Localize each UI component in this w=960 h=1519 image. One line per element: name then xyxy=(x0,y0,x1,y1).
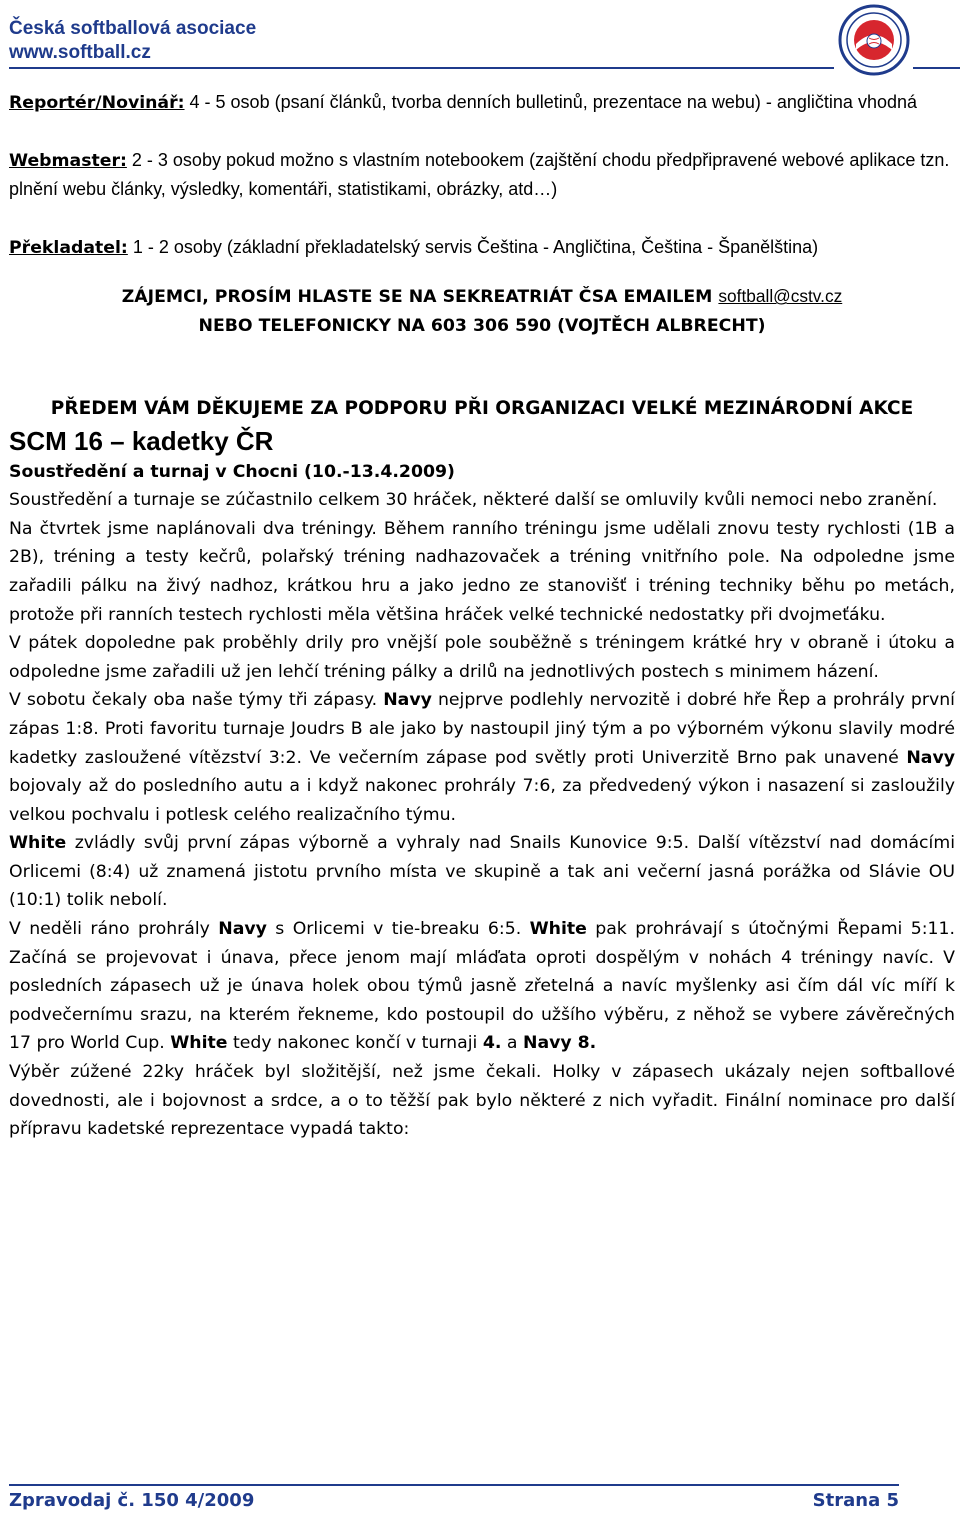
softball-association-logo-icon xyxy=(838,4,910,76)
section-title: SCM 16 – kadetky ČR xyxy=(9,425,274,456)
org-url[interactable]: www.softball.cz xyxy=(9,42,151,63)
article-paragraph: Výběr zúžené 22ky hráček byl složitější, než jsme čekali. Holky v zápasech ukázaly nejen softballové dovednosti, ale i bojovnost a srdce, a o to těžší pak bylo některé z nich vyřadit. Finální nominace pro další přípravu kadetské reprezentace vypadá takto: xyxy=(9,1062,955,1140)
article-paragraph: V sobotu čekaly oba naše týmy tři zápasy. Navy nejprve podlehly nervozitě i dobré hře Řep a prohrály první zápas 1:8. Proti favoritu turnaje Joudrs B ale jako by nastoupil jiný tým a po výborném výkonu slavily modré kadetky zasloužené vítězství 3:2. Ve večerním zápase pod světly proti Univerzitě Brno pak unavené Navy bojovaly až do posledního autu a i když nakonec prohrály 7:6, za předvedený výkon i nasazení si zasloužily velkou pochvalu i potlesk celého realizačního týmu. xyxy=(9,690,955,825)
article-paragraph: Na čtvrtek jsme naplánovali dva tréningy. Během ranního tréningu jsme udělali znovu testy rychlosti (1B a 2B), tréning a testy kečrů, polařský tréning nadhazovaček a tréning vnitřního pole. Na odpoledne jsme zařadili pálku na živý nadhoz, krátkou hru a jako jedno ze stanovišť i tréning techniky běhu po metách, protože při ranních testech rychlosti měla většina hráček velké technické nedostatky při dvojmeťáku. xyxy=(9,518,955,625)
role-text-webmaster: 2 - 3 osoby pokud možno s vlastním notebookem (zajštění chodu předpřipravené webové aplikace tzn. plnění webu články, výsledky, komentáři, statistikami, obrázky, atd…) xyxy=(9,149,950,200)
cta-line-2: NEBO TELEFONICKY NA 603 306 590 (VOJTĚCH ALBRECHT) xyxy=(198,315,766,336)
header-divider xyxy=(9,67,834,69)
role-label-reporter: Reportér/Novinář: xyxy=(9,93,185,113)
footer-divider xyxy=(9,1484,899,1486)
team-white: White xyxy=(529,919,587,940)
article-subtitle: Soustředění a turnaj v Chocni (10.-13.4.2009) xyxy=(9,461,455,482)
role-text-translator: 1 - 2 osoby (základní překladatelský servis Čeština - Angličtina, Čeština - Španělština) xyxy=(127,236,819,257)
team-white: White xyxy=(9,833,67,854)
team-navy: Navy xyxy=(383,690,432,711)
role-label-translator: Překladatel: xyxy=(9,237,128,258)
newsletter-issue: Zpravodaj č. 150 4/2009 xyxy=(9,1490,255,1511)
article-paragraph: Soustředění a turnaje se zúčastnilo celkem 30 hráček, některé další se omluvily kvůli nemoci nebo zranění. xyxy=(9,490,938,511)
role-text-reporter: 4 - 5 osob (psaní článků, tvorba denních bulletinů, prezentace na webu) - angličtina vhodná xyxy=(184,92,917,112)
page-number: Strana 5 xyxy=(812,1490,899,1511)
role-label-webmaster: Webmaster: xyxy=(9,150,127,171)
placement-white: 4. xyxy=(482,1033,502,1054)
role-translator xyxy=(9,233,955,263)
header-divider-right xyxy=(913,67,960,69)
article-paragraph: White zvládly svůj první zápas výborně a vyhraly nad Snails Kunovice 9:5. Další vítězství nad domácími Orlicemi (8:4) už znamená jistotu prvního místa ve skupině a tak ani večerní jasná porážka od Slávie OU (10:1) tolik nebolí. xyxy=(9,833,955,911)
article-paragraph: V neděli ráno prohrály Navy s Orlicemi v tie-breaku 6:5. White pak prohrávají s útočnými Řepami 5:11. Začíná se projevovat i únava, přece jenom mají mláďata oproti dospělým v nohách 4 tréningy navíc. V posledních zápasech už je únava holek obou týmů jasně zřetelná a navíc myšlenky asi čím dál víc míří k podvečernímu srazu, na kterém řekneme, kdo postoupil do užšího výběru, z něhož se vybere závěrečných 17 pro World Cup. White tedy nakonec končí v turnaji 4. a Navy 8. xyxy=(9,919,955,1054)
org-name: Česká softballová asociace xyxy=(9,18,257,39)
team-navy: Navy xyxy=(218,919,267,940)
cta-line-1: ZÁJEMCI, PROSÍM HLASTE SE NA SEKREATRIÁT ČSA EMAILEM xyxy=(121,287,719,308)
role-reporter xyxy=(9,88,955,118)
article-text xyxy=(9,486,955,1144)
team-white: White xyxy=(170,1033,228,1054)
document-body xyxy=(9,88,955,1144)
page-header xyxy=(0,0,960,80)
contact-email-link[interactable]: softball@cstv.cz xyxy=(718,286,843,307)
article-paragraph: V pátek dopoledne pak proběhly drily pro vnější pole souběžně s tréningem krátké hry v obraně i útoku a odpoledne jsme zařadili už jen lehčí tréning pálky a drilů na jednotlivých postech s minimem házení. xyxy=(9,633,955,682)
team-navy: Navy xyxy=(906,747,955,768)
role-webmaster xyxy=(9,146,955,205)
placement-navy: Navy 8. xyxy=(522,1033,597,1054)
contact-call-to-action xyxy=(9,282,955,340)
thanks-heading: PŘEDEM VÁM DĚKUJEME ZA PODPORU PŘI ORGANIZACI VELKÉ MEZINÁRODNÍ AKCE xyxy=(50,397,914,419)
